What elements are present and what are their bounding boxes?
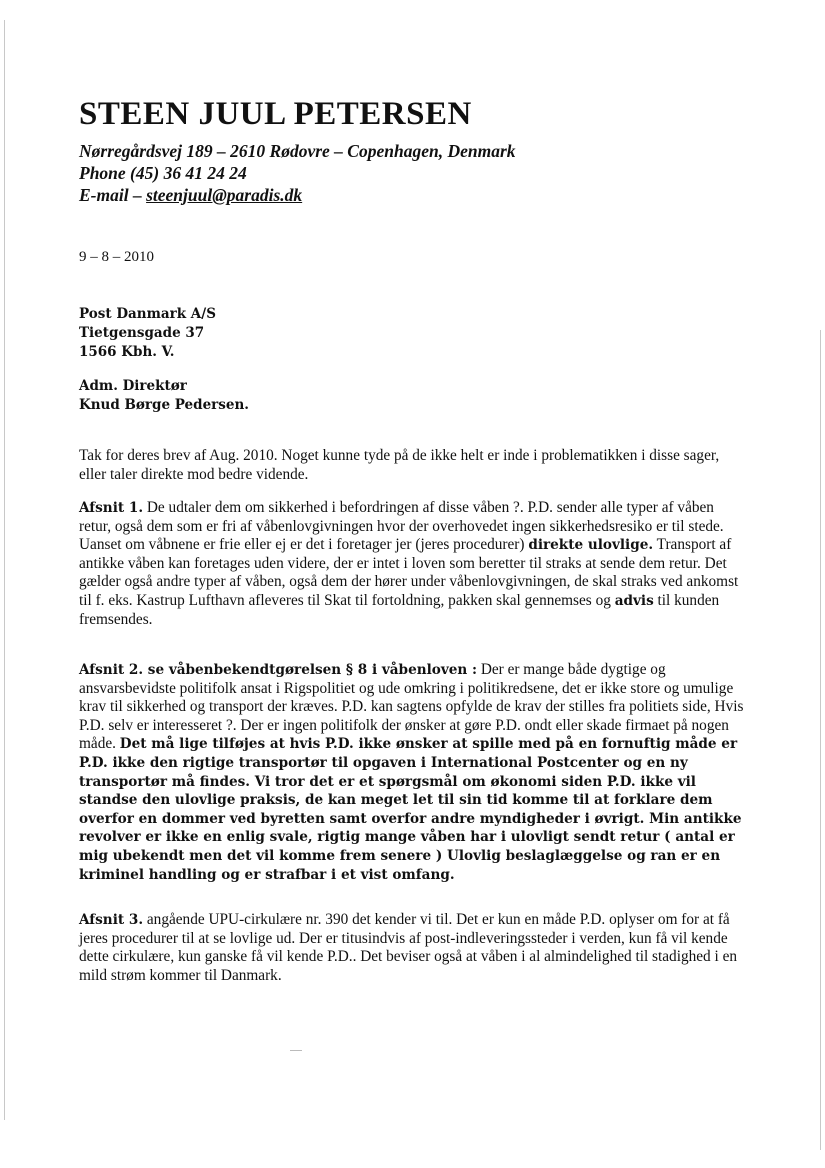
recipient-street: Tietgensgade 37 (79, 325, 205, 341)
section-3-label: Afsnit 3. (79, 912, 144, 928)
letterhead-email-line (79, 184, 516, 206)
section-1-label: Afsnit 1. (79, 500, 144, 516)
scan-edge-left (4, 20, 5, 1120)
section-1-text-a: De udtaler dem om sikkerhed i befordringen af disse våben ?. P.D. sender alle typer af våben retur, også dem som er fri af våbenlovgivningen hvor der overhovedet ingen sikkerhedsresiko er til stede. Uanset om våbnene er frie eller ej er det i foretager jer (jeres procedurer) (79, 499, 724, 554)
section-1-paragraph (79, 499, 747, 629)
scan-mark (290, 1050, 302, 1051)
section-3-text: angående UPU-cirkulære nr. 390 det kender vi til. Det er kun en måde P.D. oplyser om for at få jeres procedurer til at se lovlige ud. Der er titusindvis af post-indleveringssteder i verden, kun få vil kende dette cirkulære, kun ganske få vil kende P.D.. Det beviser også at våben i al almindelighed til stadighed i en mild strøm kommer til Danmark. (79, 911, 738, 984)
letterhead-name: STEEN JUUL PETERSEN (79, 96, 472, 132)
section-2-label: Afsnit 2. se våbenbekendtgørelsen § 8 i våbenloven : (79, 662, 478, 678)
recipient-person (79, 377, 249, 415)
recipient-city: 1566 Kbh. V. (79, 344, 175, 360)
section-3-paragraph (79, 911, 747, 985)
email-link[interactable]: steenjuul@paradis.dk (146, 185, 303, 205)
scan-edge-right (820, 330, 821, 1150)
letterhead-address: Nørregårdsvej 189 – 2610 Rødovre – Copenhagen, Denmark (79, 141, 516, 161)
recipient-address (79, 305, 216, 362)
section-1-text-c: til kunden fremsendes. (79, 591, 720, 628)
email-prefix: E-mail – (79, 185, 147, 205)
section-2-bold-text: Det må lige tilføjes at hvis P.D. ikke ønsker at spille med på en fornuftig måde er P.D. ikke den rigtige transportør til opgaven i International Postcenter og en ny transportør må findes. Vi tror det er et spørgsmål om økonomi siden P.D. ikke vil standse den ulovlige praksis, de kan meget let til sin tid komme til at forklare dem overfor en dommer ved byretten samt overfor andre myndigheder i øvrigt. Min antikke revolver er ikke en enlig svale, rigtig mange våben har i ulovligt sendt retur ( antal er mig ubekendt men det vil komme frem senere ) Ulovlig beslaglæggelse og ran er en kriminel handling og er strafbar i et vist omfang. (79, 736, 742, 883)
recipient-name: Knud Børge Pedersen. (79, 397, 249, 413)
letterhead-contact (79, 140, 516, 206)
letterhead-phone: Phone (45) 36 41 24 24 (79, 163, 247, 183)
recipient-title: Adm. Direktør (79, 378, 187, 394)
section-2-text: Der er mange både dygtige og ansvarsbevidste politifolk ansat i Rigspolitiet og ude omkring i politikredsene, det er ikke store og umulige krav til sikkerhed og transport der kræves. P.D. kan sagtens opfylde de krav der stilles fra politiets side, Hvis P.D. selv er interesseret ?. Der er ingen politifolk der ønsker at gøre P.D. ondt eller skade firmaet på nogen måde. (79, 661, 744, 753)
recipient-company: Post Danmark A/S (79, 306, 216, 322)
intro-paragraph: Tak for deres brev af Aug. 2010. Noget kunne tyde på de ikke helt er inde i problematikken i disse sager, eller taler direkte mod bedre vidende. (79, 447, 720, 483)
section-1-bold-b: advis (614, 592, 654, 609)
letter-date: 9 – 8 – 2010 (79, 249, 154, 265)
section-1-bold-a: direkte ulovlige. (528, 537, 654, 554)
section-1-text-b: Transport af antikke våben kan foretages uden videre, der er intet i loven som beretter til straks at sende dem retur. Det gælder også andre typer af våben, også dem der hører under våbenlovgivningen, de skal straks ved ankomst til f. eks. Kastrup Lufthavn afleveres til Skat til fortoldning, pakken skal gennemses og (79, 536, 739, 609)
section-2-paragraph (79, 661, 747, 884)
